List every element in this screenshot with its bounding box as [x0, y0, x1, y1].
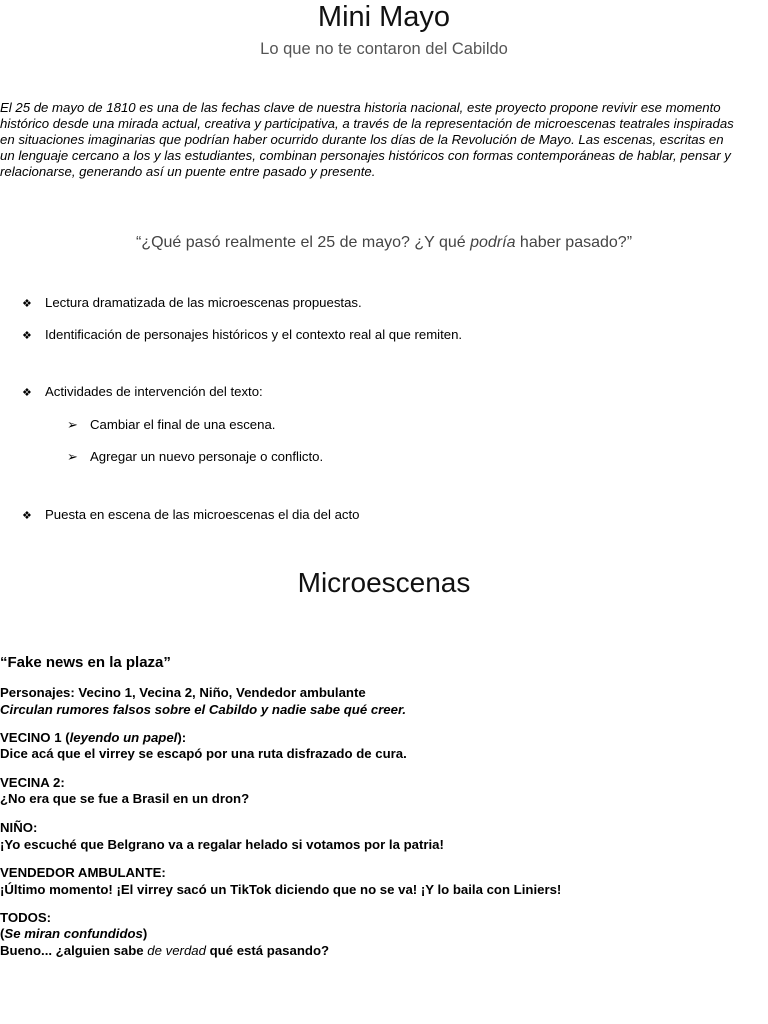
intro-line: un lenguaje cercano a los y las estudiantes, combinan personajes históricos con formas contemporáneas de hablar, pensar y: [0, 148, 731, 163]
speaker-label: NIÑO:: [0, 820, 38, 835]
speaker-name: VECINO 1 (: [0, 730, 70, 745]
page-subtitle: Lo que no te contaron del Cabildo: [260, 40, 508, 58]
arrowhead-bullet-icon: ➢: [67, 449, 78, 464]
intro-line: histórico desde una mirada actual, creativa y participativa, a través de la representación de microescenas teatrales inspiradas: [0, 116, 734, 131]
speaker-label: VENDEDOR AMBULANTE:: [0, 865, 166, 880]
activity-item: [22, 507, 360, 524]
activity-label: Puesta en escena de las microescenas el dia del acto: [45, 507, 360, 522]
dialogue-line: [0, 943, 329, 959]
activity-item: [22, 295, 362, 312]
dialogue-line: Dice acá que el virrey se escapó por una ruta disfrazado de cura.: [0, 746, 407, 761]
activity-sublabel: Cambiar el final de una escena.: [90, 417, 276, 432]
intro-line: en situaciones imaginarias que podrían haber ocurrido durante los días de la Revolución de Mayo. Las escenas, escritas en: [0, 132, 724, 147]
quote-emphasis: podría: [470, 234, 516, 251]
activity-item: [22, 384, 263, 401]
speaker-label: [0, 730, 186, 746]
paren-open: (: [0, 926, 5, 941]
speaker-label-end: ):: [177, 730, 187, 745]
speaker-direction: leyendo un papel: [69, 730, 178, 745]
section-heading: Microescenas: [297, 567, 471, 598]
quote-text-before: “¿Qué pasó realmente el 25 de mayo? ¿Y qué: [135, 234, 471, 251]
activity-sublabel: Agregar un nuevo personaje o conflicto.: [90, 449, 324, 464]
paren-close: ): [142, 926, 148, 941]
arrowhead-bullet-icon: ➢: [67, 417, 78, 432]
diamond-bullet-icon: ❖: [22, 330, 32, 342]
dialogue-emphasis: de verdad: [147, 943, 206, 958]
activity-label: Identificación de personajes históricos y el contexto real al que remiten.: [45, 327, 463, 342]
activity-label: Actividades de intervención del texto:: [45, 384, 263, 399]
diamond-bullet-icon: ❖: [22, 510, 32, 522]
intro-line: El 25 de mayo de 1810 es una de las fechas clave de nuestra historia nacional, este proyecto propone revivir ese momento: [0, 100, 721, 115]
page-title: Mini Mayo: [317, 1, 451, 33]
diamond-bullet-icon: ❖: [22, 387, 32, 399]
dialogue-text-after: qué está pasando?: [205, 943, 330, 958]
activity-item: [22, 327, 462, 344]
intro-paragraph: [0, 100, 768, 180]
intro-line: relacionarse, generando así un puente entre pasado y presente.: [0, 164, 376, 179]
dialogue-line: ¡Último momento! ¡El virrey sacó un TikTok diciendo que no se va! ¡Y lo baila con Liniers!: [0, 882, 562, 897]
quote-text-after: haber pasado?”: [515, 234, 633, 251]
speaker-label: TODOS:: [0, 910, 52, 925]
stage-direction: [0, 702, 406, 718]
guiding-question: [0, 233, 768, 253]
dialogue-text-before: Bueno... ¿alguien sabe: [0, 943, 148, 958]
speaker-label: VECINA 2:: [0, 775, 65, 790]
stage-direction: [0, 926, 147, 942]
scene-title: “Fake news en la plaza”: [0, 654, 171, 671]
dialogue-line: ¡Yo escuché que Belgrano va a regalar helado si votamos por la patria!: [0, 837, 444, 852]
diamond-bullet-icon: ❖: [22, 298, 32, 310]
activity-subitem: [67, 449, 323, 465]
activity-subitem: [67, 417, 275, 433]
activity-label: Lectura dramatizada de las microescenas propuestas.: [45, 295, 362, 310]
dialogue-line: ¿No era que se fue a Brasil en un dron?: [0, 791, 250, 806]
stage-direction-text: Circulan rumores falsos sobre el Cabildo y nadie sabe qué creer.: [0, 702, 407, 717]
stage-direction-text: Se miran confundidos: [4, 926, 143, 941]
scene-characters: Personajes: Vecino 1, Vecina 2, Niño, Vendedor ambulante: [0, 685, 366, 700]
